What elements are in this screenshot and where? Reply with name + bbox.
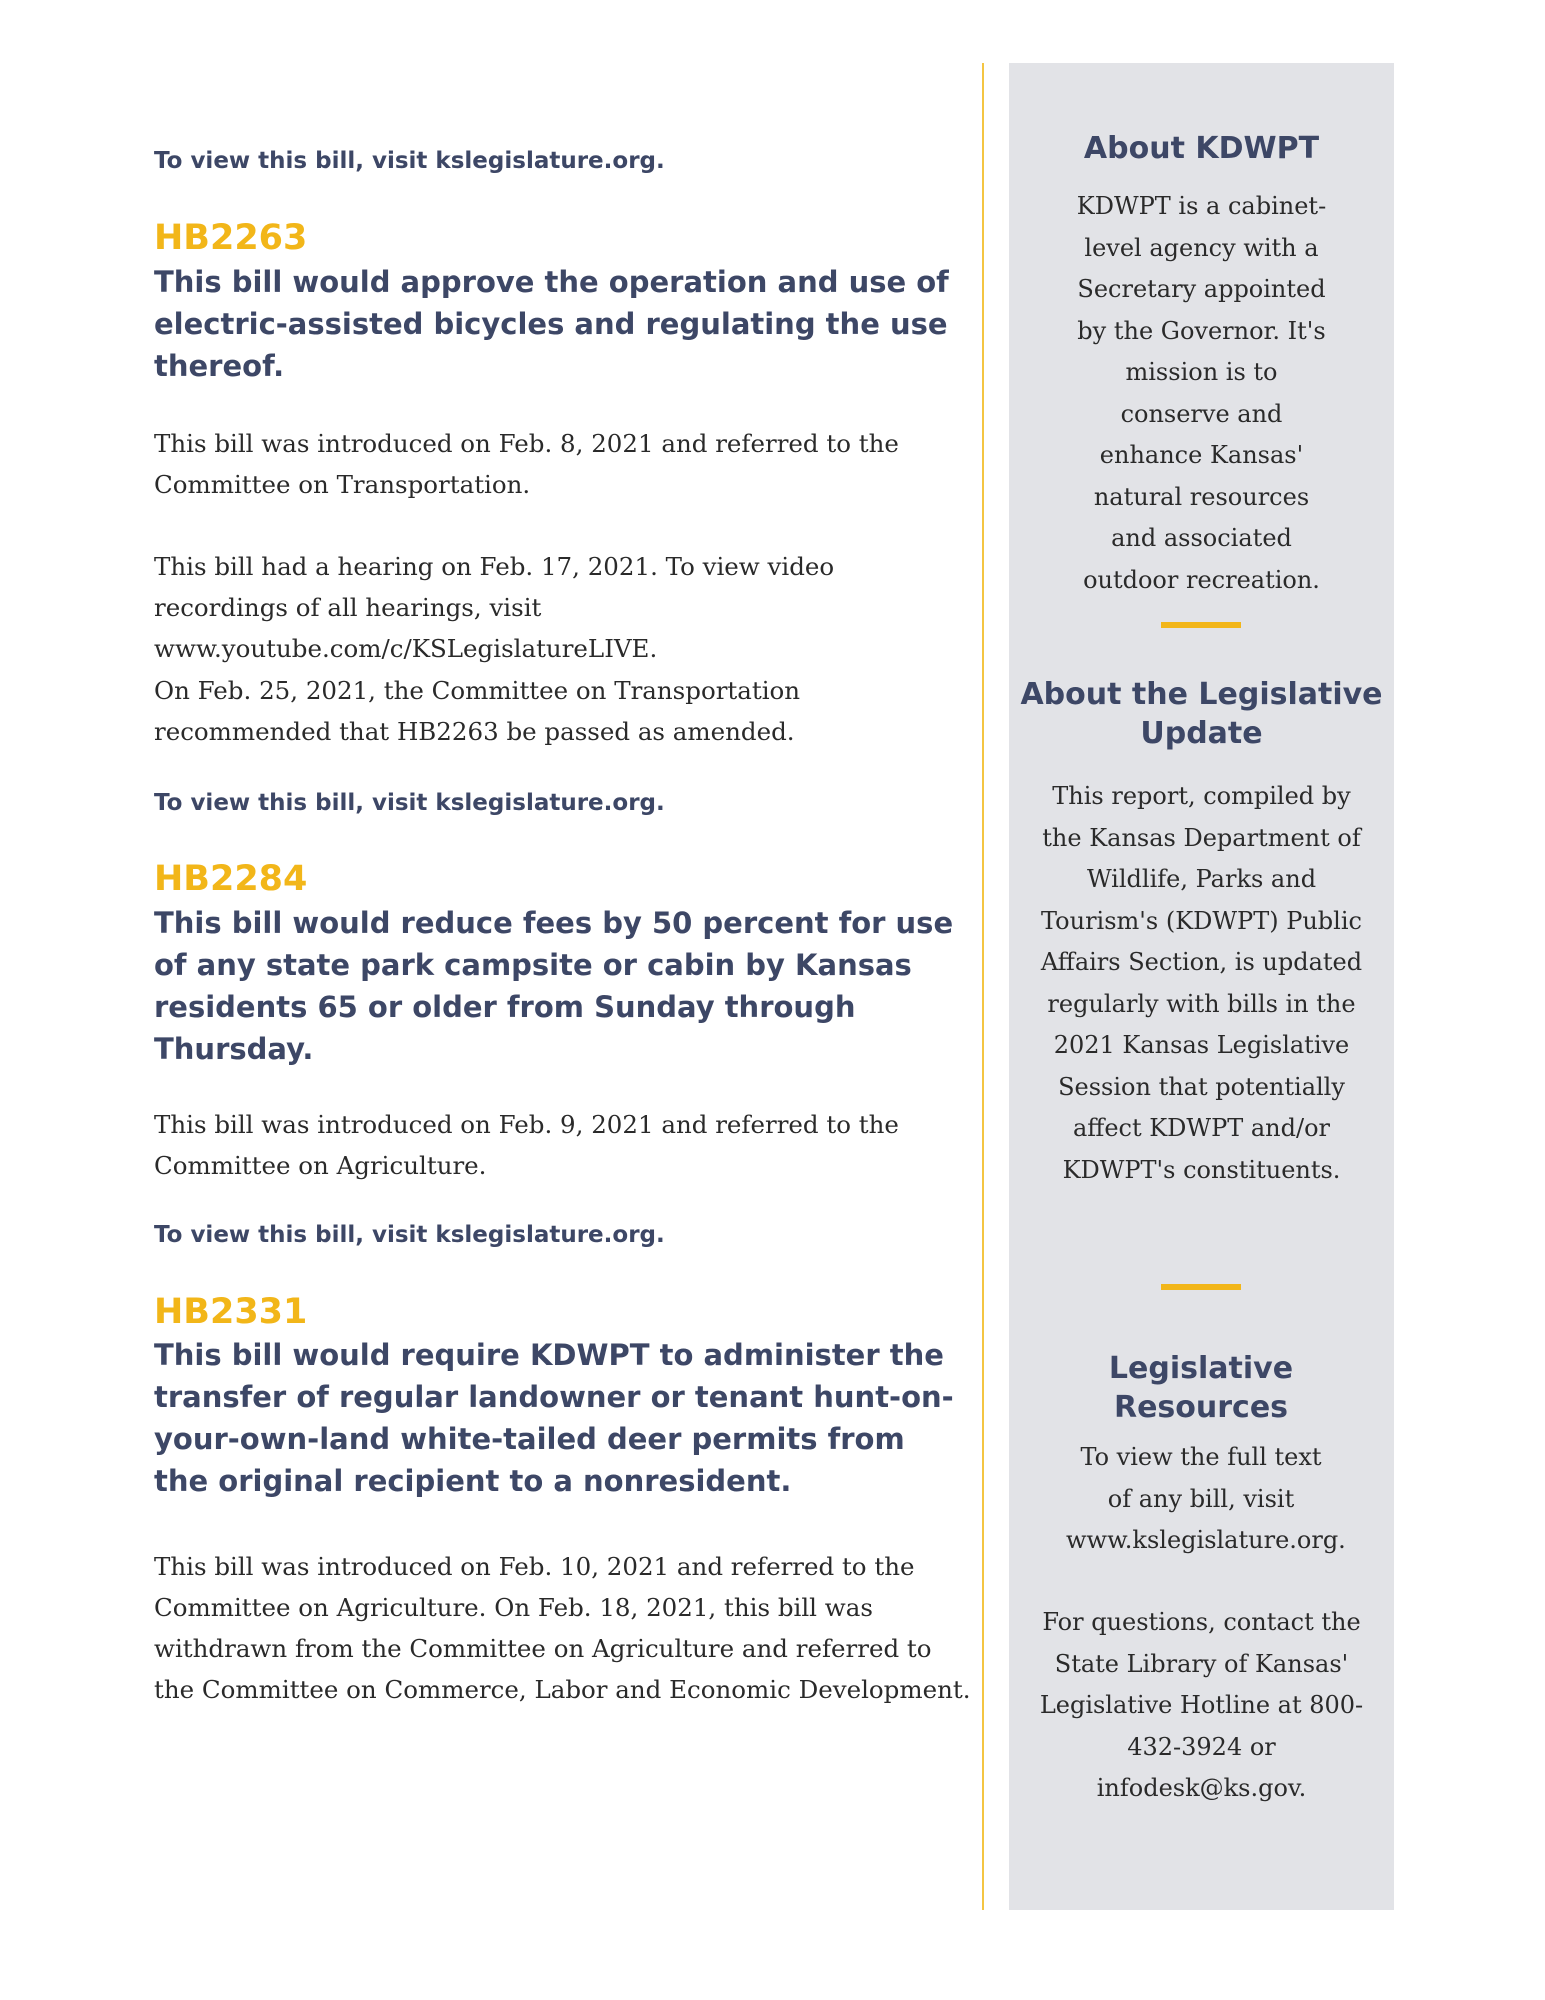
about-update-body: This report, compiled by the Kansas Department of Wildlife, Parks and Tourism's (KDWPT) Public Affairs Section, is updated regularly with bills in the 2021 Kansas Legislative Session that potentially affect KDWPT and/or KDWPT's constituents. xyxy=(1040,782,1363,1184)
main-column xyxy=(154,0,974,2000)
bill-id-hb2331: HB2331 xyxy=(154,1292,308,1332)
about-kdwpt-heading: About KDWPT xyxy=(1083,131,1320,166)
bill-paragraph: This bill had a hearing on Feb. 17, 2021. To view video recordings of all hearings, visit www.youtube.com/c/KSLegislatureLIVE. xyxy=(154,552,835,663)
column-divider xyxy=(982,63,984,1910)
bill-paragraph: This bill was introduced on Feb. 9, 2021 and referred to the Committee on Agriculture. xyxy=(154,1110,899,1180)
resources-contact: For questions, contact the State Library of Kansas' Legislative Hotline at 800-432-3924 or infodesk@ks.gov. xyxy=(1039,1608,1364,1802)
sidebar xyxy=(1009,63,1394,1910)
about-kdwpt-body: KDWPT is a cabinet-level agency with a Secretary appointed by the Governor. It's mission is to conserve and enhance Kansas' natural resources and associated outdoor recreation. xyxy=(1076,192,1327,594)
bill-paragraph: On Feb. 25, 2021, the Committee on Transportation recommended that HB2263 be passed as amended. xyxy=(154,676,801,746)
resources-body: To view the full text of any bill, visit www.kslegislature.org. xyxy=(1066,1443,1346,1554)
bill-title-hb2263: This bill would approve the operation and use of electric-assisted bicycles and regulating the use thereof. xyxy=(154,265,949,383)
bill-link-note: To view this bill, visit kslegislature.org. xyxy=(154,1222,665,1248)
bill-id-hb2284: HB2284 xyxy=(154,859,308,899)
section-rule xyxy=(1161,1284,1241,1290)
section-rule xyxy=(1161,622,1241,628)
bill-title-hb2331: This bill would require KDWPT to administer the transfer of regular landowner or tenant hunt-on-your-own-land white-tailed deer permits from the original recipient to a nonresident. xyxy=(154,1338,954,1498)
bill-paragraph: This bill was introduced on Feb. 10, 2021 and referred to the Committee on Agriculture. On Feb. 18, 2021, this bill was withdrawn from the Committee on Agriculture and referred to the Committee on Commerce, Labor and Economic Development. xyxy=(154,1552,971,1704)
bill-paragraph: This bill was introduced on Feb. 8, 2021 and referred to the Committee on Transportation. xyxy=(154,429,899,499)
bill-id-hb2263: HB2263 xyxy=(154,218,308,258)
bill-title-hb2284: This bill would reduce fees by 50 percent for use of any state park campsite or cabin by Kansas residents 65 or older from Sunday through Thursday. xyxy=(154,906,954,1066)
about-update-heading: About the Legislative Update xyxy=(1020,677,1383,751)
bill-link-note: To view this bill, visit kslegislature.org. xyxy=(154,148,665,174)
bill-link-note: To view this bill, visit kslegislature.org. xyxy=(154,790,665,816)
resources-heading: Legislative Resources xyxy=(1108,1351,1294,1425)
